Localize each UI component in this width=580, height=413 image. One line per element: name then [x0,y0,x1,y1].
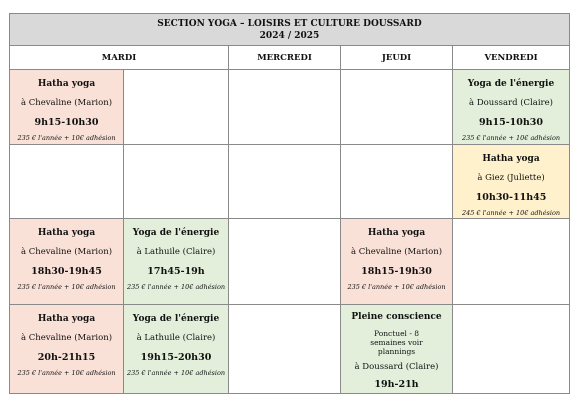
table-header [10,14,570,46]
class-price: 235 € l'année + 10€ adhésion [17,134,116,142]
empty-cell [229,70,341,145]
class-cell [453,145,570,219]
class-cell [341,219,453,305]
empty-cell [341,145,453,219]
class-name: Yoga de l'énergie [132,314,220,324]
schedule-table [9,13,570,394]
class-price: 235 € l'année + 10€ adhésion [17,283,116,291]
class-cell [124,219,229,305]
empty-cell [453,219,570,305]
class-location: à Chevaline (Marion) [20,333,113,343]
empty-cell [453,305,570,394]
class-name: Yoga de l'énergie [467,79,555,89]
class-location: à Lathuile (Claire) [136,333,216,343]
class-name: Hatha yoga [482,154,540,164]
class-cell [10,219,124,305]
class-location: à Doussard (Claire) [469,98,553,108]
class-location: à Chevaline (Marion) [20,247,113,257]
day-header-mercredi: MERCREDI [229,46,341,70]
class-time: 18h15-19h30 [361,266,432,277]
class-cell [10,70,124,145]
class-name: Hatha yoga [37,79,96,89]
class-time: 19h15-20h30 [140,352,212,363]
class-cell [10,305,124,394]
page-title: SECTION YOGA – LOISIRS ET CULTURE DOUSSARD [157,18,422,29]
class-location: à Giez (Juliette) [477,173,545,183]
empty-cell [124,145,229,219]
class-name: Hatha yoga [37,228,96,238]
class-time: 10h30-11h45 [475,192,547,203]
class-price: 235 € l'année + 10€ adhésion [126,283,226,291]
empty-cell [229,305,341,394]
class-price: 245 € l'année + 10€ adhésion [461,209,561,217]
class-price: 235 € l'année + 10€ adhésion [126,369,226,377]
class-location: à Doussard (Claire) [354,362,439,372]
class-name: Pleine conscience [351,312,442,322]
class-cell [453,70,570,145]
empty-cell [124,70,229,145]
season-label: 2024 / 2025 [259,30,320,41]
class-time: 20h-21h15 [37,352,96,363]
class-time: 17h45-19h [147,266,205,277]
empty-cell [341,70,453,145]
class-price: 235 € l'année + 10€ adhésion [17,369,116,377]
empty-cell [229,145,341,219]
day-header-mardi: MARDI [10,46,229,70]
class-time: 9h15-10h30 [34,117,99,128]
class-note: Ponctuel - 8 semaines voir plannings [370,329,423,356]
empty-cell [229,219,341,305]
class-name: Hatha yoga [367,228,426,238]
class-time: 19h-21h [374,379,419,390]
class-price: 235 € l'année + 10€ adhésion [461,134,561,142]
class-location: à Lathuile (Claire) [136,247,216,257]
class-location: à Chevaline (Marion) [350,247,443,257]
schedule-sheet [9,13,570,394]
class-name: Yoga de l'énergie [132,228,220,238]
day-header-jeudi: JEUDI [341,46,453,70]
class-cell [341,305,453,394]
day-header-vendredi: VENDREDI [453,46,570,70]
class-location: à Chevaline (Marion) [20,98,113,108]
empty-cell [10,145,124,219]
class-cell [124,305,229,394]
class-time: 9h15-10h30 [478,117,544,128]
class-price: 235 € l'année + 10€ adhésion [347,283,446,291]
class-name: Hatha yoga [37,314,96,324]
class-time: 18h30-19h45 [31,266,102,277]
